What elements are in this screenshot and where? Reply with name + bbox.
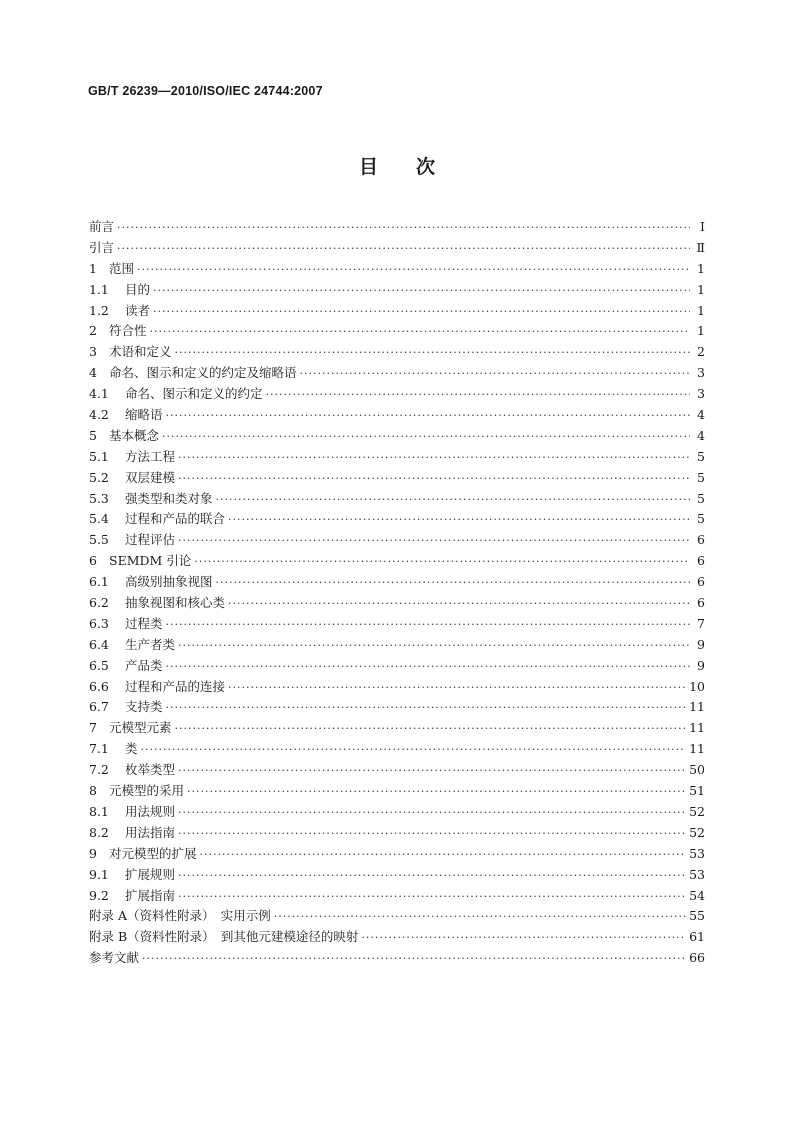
toc-entry[interactable] [89,572,705,593]
toc-entry-label: 过程和产品的连接 [125,678,226,694]
toc-entry-number: 6.4 [89,636,109,652]
toc-entry[interactable] [89,886,705,907]
toc-entry-label: 符合性 [109,323,147,339]
toc-entry[interactable] [89,405,705,426]
toc-entry-label: 附录 B（资料性附录） 到其他元建模途径的映射 [89,929,359,945]
toc-leader-dots [175,343,690,364]
toc-entry-page: 11 [689,720,705,736]
standard-code-header: GB/T 26239—2010/ISO/IEC 24744:2007 [88,84,323,98]
toc-entry[interactable] [89,614,705,635]
toc-entry-number: 5.5 [89,532,109,548]
toc-entry[interactable] [89,635,705,656]
toc-leader-dots [187,782,686,803]
toc-entry[interactable] [89,781,705,802]
toc-entry-label: 基本概念 [109,427,160,443]
toc-entry-number: 4 [89,365,97,381]
toc-entry[interactable] [89,363,705,384]
toc-entry-page: 11 [689,741,705,757]
toc-entry-label: 过程类 [125,615,163,631]
toc-entry-label: 生产者类 [125,636,176,652]
toc-entry[interactable] [89,593,705,614]
toc-entry-label: 高级别抽象视图 [125,574,213,590]
toc-entry-page: 53 [689,845,705,861]
toc-entry-number: 6.6 [89,678,109,694]
toc-entry-label: 用法指南 [125,824,176,840]
toc-entry[interactable] [89,760,705,781]
toc-leader-dots [300,364,690,385]
toc-leader-dots [266,385,690,406]
toc-leader-dots [175,719,687,740]
toc-entry[interactable] [89,489,705,510]
toc-entry[interactable] [89,677,705,698]
toc-entry[interactable] [89,739,705,760]
toc-entry[interactable] [89,301,705,322]
toc-entry-label: 扩展指南 [125,887,176,903]
toc-entry-number: 9.1 [89,866,109,882]
toc-leader-dots [216,490,690,511]
toc-entry-number: 3 [89,344,97,360]
toc-entry-number: 1 [89,260,97,276]
toc-entry-number: 8 [89,783,97,799]
toc-entry-page: 6 [697,574,705,590]
toc-entry[interactable] [89,280,705,301]
toc-entry-label: 类 [125,741,138,757]
toc-entry-number: 5.1 [89,448,109,464]
toc-entry[interactable] [89,906,705,927]
toc-entry-page: 1 [697,302,705,318]
toc-entry-page: 61 [689,929,705,945]
toc-leader-dots [200,845,687,866]
toc-entry-page: 3 [697,365,705,381]
toc-entry[interactable] [89,865,705,886]
toc-entry-number: 6.2 [89,595,109,611]
toc-entry-page: 6 [697,595,705,611]
toc-entry-label: 过程和产品的联合 [125,511,226,527]
toc-leader-dots [150,322,690,343]
toc-entry-page: 9 [697,636,705,652]
toc-entry-page: 6 [697,532,705,548]
toc-entry-label: 产品类 [125,657,163,673]
toc-entry-page: 4 [697,407,705,423]
toc-entry-label: 强类型和类对象 [125,490,213,506]
toc-entry-number: 1.1 [89,281,109,297]
toc-entry-label: 用法规则 [125,803,176,819]
page-title: 目次 [358,156,473,178]
toc-entry[interactable] [89,551,705,572]
toc-leader-dots [178,636,690,657]
toc-entry-number: 6 [89,553,97,569]
toc-entry-label: 抽象视图和核心类 [125,595,226,611]
toc-entry-page: 10 [689,678,705,694]
toc-entry-label: 双层建模 [125,469,176,485]
toc-leader-dots [153,281,690,302]
toc-entry-number: 8.2 [89,824,109,840]
toc-entry-number: 5.4 [89,511,109,527]
toc-entry-number: 4.1 [89,386,109,402]
toc-entry-page: 3 [697,386,705,402]
toc-leader-dots [178,531,690,552]
toc-entry-label: 过程评估 [125,532,176,548]
toc-entry-number: 9.2 [89,887,109,903]
toc-entry-page: 1 [697,281,705,297]
toc-entry[interactable] [89,321,705,342]
toc-entry[interactable] [89,259,705,280]
toc-leader-dots [166,406,690,427]
toc-entry-page: 7 [697,615,705,631]
toc-entry-label: 引言 [89,239,115,255]
toc-entry[interactable] [89,697,705,718]
toc-leader-dots [178,824,686,845]
toc-entry-label: 参考文献 [89,950,140,966]
toc-leader-dots [166,698,687,719]
toc-leader-dots [137,260,690,281]
toc-entry[interactable] [89,342,705,363]
toc-entry-page: Ⅰ [700,219,705,234]
toc-entry-label: 元模型的采用 [109,783,185,799]
toc-entry-page: 53 [689,866,705,882]
toc-entry-label: 方法工程 [125,448,176,464]
toc-entry-number: 6.7 [89,699,109,715]
toc-leader-dots [142,949,686,970]
toc-entry-page: 54 [689,887,705,903]
toc-entry-label: 枚举类型 [125,762,176,778]
toc-leader-dots [178,761,686,782]
toc-entry-number: 6.5 [89,657,109,673]
toc-entry-label: 前言 [89,219,115,234]
toc-entry[interactable] [89,426,705,447]
toc-entry[interactable] [89,217,705,238]
toc-leader-dots [228,510,690,531]
toc-entry-label: 附录 A（资料性附录） 实用示例 [89,908,271,924]
toc-leader-dots [162,427,690,448]
toc-entry[interactable] [89,656,705,677]
toc-entry[interactable] [89,530,705,551]
table-of-contents [89,217,705,969]
toc-entry-label: 支持类 [125,699,163,715]
toc-entry-page: 52 [689,824,705,840]
toc-entry[interactable] [89,238,705,259]
toc-leader-dots [178,803,686,824]
toc-entry-number: 9 [89,845,97,861]
toc-entry[interactable] [89,927,705,948]
toc-entry-page: 2 [697,344,705,360]
toc-entry[interactable] [89,384,705,405]
toc-entry-number: 7.1 [89,741,109,757]
toc-entry-number: 6.1 [89,574,109,590]
toc-entry[interactable] [89,948,705,969]
toc-entry[interactable] [89,718,705,739]
toc-entry-page: 4 [697,427,705,443]
toc-entry-label: SEMDM 引论 [109,553,192,569]
toc-entry[interactable] [89,468,705,489]
toc-entry-label: 术语和定义 [109,344,172,360]
toc-leader-dots [178,866,686,887]
toc-entry-page: 1 [697,260,705,276]
toc-leader-dots [166,615,690,636]
toc-entry-page: 66 [689,950,705,966]
toc-entry-page: 51 [689,783,705,799]
toc-entry-page: 55 [689,908,705,924]
toc-entry-label: 命名、图示和定义的约定及缩略语 [109,365,297,381]
toc-entry[interactable] [89,447,705,468]
toc-leader-dots [228,678,686,699]
toc-entry-page: 5 [697,448,705,464]
toc-entry-page: 52 [689,803,705,819]
toc-leader-dots [216,573,690,594]
toc-leader-dots [178,448,690,469]
toc-entry-page: 9 [697,657,705,673]
toc-leader-dots [228,594,690,615]
toc-entry[interactable] [89,844,705,865]
toc-leader-dots [153,302,690,323]
toc-entry-label: 缩略语 [125,407,163,423]
toc-entry-label: 目的 [125,281,151,297]
toc-entry-page: 5 [697,490,705,506]
toc-entry-number: 7.2 [89,762,109,778]
toc-leader-dots [178,469,690,490]
toc-entry-number: 5.3 [89,490,109,506]
toc-entry-page: 6 [697,553,705,569]
toc-entry-number: 6.3 [89,615,109,631]
toc-leader-dots [117,239,690,260]
toc-entry-label: 对元模型的扩展 [109,845,197,861]
toc-entry-number: 1.2 [89,302,109,318]
toc-leader-dots [166,657,690,678]
toc-entry-label: 元模型元素 [109,720,172,736]
toc-entry[interactable] [89,509,705,530]
toc-entry-label: 扩展规则 [125,866,176,882]
toc-leader-dots [178,887,686,908]
toc-entry-number: 5.2 [89,469,109,485]
toc-entry-page: 11 [689,699,705,715]
toc-leader-dots [194,552,690,573]
toc-entry-label: 命名、图示和定义的约定 [125,386,263,402]
toc-entry-number: 4.2 [89,407,109,423]
toc-entry-page: 50 [689,762,705,778]
toc-entry[interactable] [89,823,705,844]
toc-leader-dots [141,740,687,761]
toc-entry-number: 2 [89,323,97,339]
toc-entry-page: 5 [697,469,705,485]
toc-entry-number: 7 [89,720,97,736]
toc-entry[interactable] [89,802,705,823]
toc-entry-page: Ⅱ [696,239,705,255]
toc-entry-number: 5 [89,427,97,443]
toc-leader-dots [274,907,686,928]
toc-leader-dots [117,218,690,239]
toc-leader-dots [361,928,686,949]
toc-entry-page: 1 [697,323,705,339]
toc-entry-page: 5 [697,511,705,527]
toc-entry-label: 读者 [125,302,151,318]
toc-entry-label: 范围 [109,260,135,276]
toc-entry-number: 8.1 [89,803,109,819]
